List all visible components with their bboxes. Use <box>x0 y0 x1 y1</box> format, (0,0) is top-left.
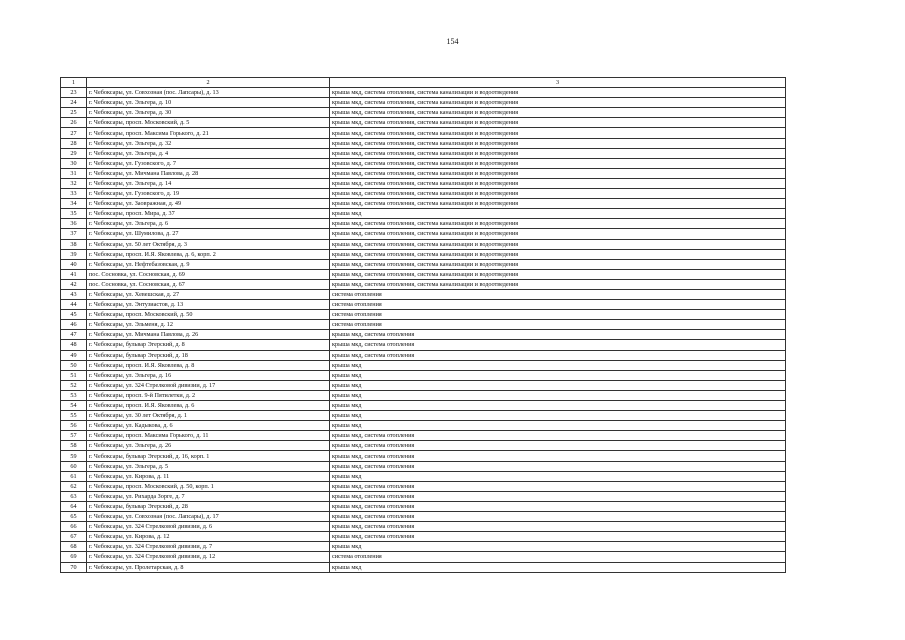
page-number: 154 <box>446 37 459 46</box>
works-cell: крыша мкд, система отопления, система канализации и водоотведения <box>330 148 786 158</box>
works-cell: крыша мкд, система отопления <box>330 451 786 461</box>
row-number-cell: 50 <box>61 360 87 370</box>
table-row <box>61 501 786 511</box>
address-cell: г. Чебоксары, ул. Эльгера, д. 14 <box>87 178 330 188</box>
table-row <box>61 320 786 330</box>
address-cell: г. Чебоксары, бульвар Эгерский, д. 18 <box>87 350 330 360</box>
address-table <box>60 77 786 573</box>
column-header-number: 1 <box>61 78 87 88</box>
address-cell: г. Чебоксары, ул. Эльгера, д. 26 <box>87 441 330 451</box>
row-number-cell: 48 <box>61 340 87 350</box>
row-number-cell: 62 <box>61 481 87 491</box>
works-cell: крыша мкд, система отопления, система канализации и водоотведения <box>330 259 786 269</box>
works-cell: крыша мкд, система отопления, система канализации и водоотведения <box>330 138 786 148</box>
address-cell: г. Чебоксары, просп. И.Я. Яковлева, д. 8 <box>87 360 330 370</box>
works-cell: система отопления <box>330 300 786 310</box>
row-number-cell: 34 <box>61 199 87 209</box>
address-cell: г. Чебоксары, ул. Кирова, д. 12 <box>87 532 330 542</box>
works-cell: система отопления <box>330 289 786 299</box>
works-cell: крыша мкд, система отопления, система канализации и водоотведения <box>330 269 786 279</box>
table-row <box>61 390 786 400</box>
works-cell: крыша мкд, система отопления, система канализации и водоотведения <box>330 98 786 108</box>
row-number-cell: 35 <box>61 209 87 219</box>
address-cell: г. Чебоксары, ул. 324 Стрелковой дивизии, д. 17 <box>87 380 330 390</box>
address-cell: г. Чебоксары, ул. 50 лет Октября, д. 3 <box>87 239 330 249</box>
address-cell: г. Чебоксары, ул. Эльгера, д. 32 <box>87 138 330 148</box>
address-cell: г. Чебоксары, ул. Гузовского, д. 7 <box>87 158 330 168</box>
works-cell: крыша мкд, система отопления <box>330 522 786 532</box>
table-row <box>61 461 786 471</box>
works-cell: крыша мкд <box>330 562 786 572</box>
column-header-address: 2 <box>87 78 330 88</box>
row-number-cell: 29 <box>61 148 87 158</box>
address-cell: г. Чебоксары, ул. Эльгера, д. 30 <box>87 108 330 118</box>
works-cell: крыша мкд <box>330 360 786 370</box>
works-cell: крыша мкд <box>330 411 786 421</box>
table-row <box>61 219 786 229</box>
row-number-cell: 65 <box>61 512 87 522</box>
address-cell: г. Чебоксары, ул. 324 Стрелковой дивизии, д. 6 <box>87 522 330 532</box>
works-cell: крыша мкд, система отопления <box>330 330 786 340</box>
works-cell: крыша мкд, система отопления, система канализации и водоотведения <box>330 158 786 168</box>
works-cell: крыша мкд, система отопления, система канализации и водоотведения <box>330 178 786 188</box>
address-cell: г. Чебоксары, ул. Мичмана Павлова, д. 26 <box>87 330 330 340</box>
works-cell: крыша мкд, система отопления <box>330 491 786 501</box>
row-number-cell: 56 <box>61 421 87 431</box>
table-row <box>61 411 786 421</box>
works-cell: крыша мкд <box>330 209 786 219</box>
works-cell: крыша мкд, система отопления, система канализации и водоотведения <box>330 189 786 199</box>
table-row <box>61 471 786 481</box>
row-number-cell: 46 <box>61 320 87 330</box>
table-row <box>61 542 786 552</box>
row-number-cell: 41 <box>61 269 87 279</box>
table-row <box>61 481 786 491</box>
address-cell: г. Чебоксары, просп. Московский, д. 5 <box>87 118 330 128</box>
works-cell: крыша мкд, система отопления, система канализации и водоотведения <box>330 279 786 289</box>
table-row <box>61 512 786 522</box>
table-row <box>61 360 786 370</box>
works-cell: крыша мкд, система отопления, система канализации и водоотведения <box>330 118 786 128</box>
works-cell: крыша мкд, система отопления, система канализации и водоотведения <box>330 239 786 249</box>
row-number-cell: 31 <box>61 168 87 178</box>
row-number-cell: 30 <box>61 158 87 168</box>
works-cell: крыша мкд, система отопления <box>330 481 786 491</box>
table-row <box>61 491 786 501</box>
table-row <box>61 199 786 209</box>
row-number-cell: 38 <box>61 239 87 249</box>
works-cell: крыша мкд, система отопления <box>330 340 786 350</box>
row-number-cell: 58 <box>61 441 87 451</box>
works-cell: крыша мкд, система отопления <box>330 441 786 451</box>
address-cell: г. Чебоксары, ул. Совхозная (пос. Лапсары), д. 13 <box>87 88 330 98</box>
row-number-cell: 39 <box>61 249 87 259</box>
row-number-cell: 40 <box>61 259 87 269</box>
row-number-cell: 69 <box>61 552 87 562</box>
works-cell: крыша мкд, система отопления <box>330 501 786 511</box>
address-cell: г. Чебоксары, просп. Максима Горького, д. 11 <box>87 431 330 441</box>
row-number-cell: 36 <box>61 219 87 229</box>
row-number-cell: 54 <box>61 401 87 411</box>
row-number-cell: 45 <box>61 310 87 320</box>
row-number-cell: 37 <box>61 229 87 239</box>
table-row <box>61 178 786 188</box>
address-cell: г. Чебоксары, ул. 30 лет Октября, д. 1 <box>87 411 330 421</box>
table-row <box>61 300 786 310</box>
works-cell: крыша мкд, система отопления <box>330 431 786 441</box>
row-number-cell: 52 <box>61 380 87 390</box>
row-number-cell: 25 <box>61 108 87 118</box>
row-number-cell: 68 <box>61 542 87 552</box>
row-number-cell: 64 <box>61 501 87 511</box>
works-cell: система отопления <box>330 552 786 562</box>
table-row <box>61 128 786 138</box>
address-cell: г. Чебоксары, бульвар Эгерский, д. 16, корп. 1 <box>87 451 330 461</box>
address-cell: г. Чебоксары, просп. Московский, д. 50 <box>87 310 330 320</box>
works-cell: крыша мкд, система отопления, система канализации и водоотведения <box>330 219 786 229</box>
works-cell: крыша мкд <box>330 380 786 390</box>
row-number-cell: 23 <box>61 88 87 98</box>
address-cell: пос. Сосновка, ул. Сосновская, д. 67 <box>87 279 330 289</box>
row-number-cell: 24 <box>61 98 87 108</box>
works-cell: крыша мкд, система отопления, система канализации и водоотведения <box>330 249 786 259</box>
address-cell: г. Чебоксары, просп. Максима Горького, д. 21 <box>87 128 330 138</box>
row-number-cell: 55 <box>61 411 87 421</box>
address-cell: г. Чебоксары, ул. Нефтебазовская, д. 9 <box>87 259 330 269</box>
row-number-cell: 49 <box>61 350 87 360</box>
address-cell: г. Чебоксары, ул. Эльгера, д. 5 <box>87 461 330 471</box>
address-cell: г. Чебоксары, ул. Эльгера, д. 4 <box>87 148 330 158</box>
table-row <box>61 380 786 390</box>
address-cell: пос. Сосновка, ул. Сосновская, д. 69 <box>87 269 330 279</box>
works-cell: крыша мкд, система отопления <box>330 512 786 522</box>
works-cell: крыша мкд, система отопления <box>330 350 786 360</box>
address-cell: г. Чебоксары, ул. 324 Стрелковой дивизии, д. 12 <box>87 552 330 562</box>
address-cell: г. Чебоксары, ул. Кадыкова, д. 6 <box>87 421 330 431</box>
address-cell: г. Чебоксары, просп. Московский, д. 50, корп. 1 <box>87 481 330 491</box>
row-number-cell: 47 <box>61 330 87 340</box>
table-row <box>61 350 786 360</box>
address-cell: г. Чебоксары, ул. Эльменя, д. 12 <box>87 320 330 330</box>
address-cell: г. Чебоксары, ул. 324 Стрелковой дивизии, д. 7 <box>87 542 330 552</box>
address-cell: г. Чебоксары, ул. Пролетарская, д. 8 <box>87 562 330 572</box>
works-cell: крыша мкд <box>330 421 786 431</box>
works-cell: крыша мкд <box>330 370 786 380</box>
table-row <box>61 158 786 168</box>
row-number-cell: 33 <box>61 189 87 199</box>
table-row <box>61 259 786 269</box>
table-row <box>61 209 786 219</box>
works-cell: крыша мкд, система отопления, система канализации и водоотведения <box>330 88 786 98</box>
table-body <box>61 78 786 573</box>
row-number-cell: 42 <box>61 279 87 289</box>
table-row <box>61 168 786 178</box>
row-number-cell: 53 <box>61 390 87 400</box>
row-number-cell: 63 <box>61 491 87 501</box>
table-row <box>61 88 786 98</box>
works-cell: система отопления <box>330 320 786 330</box>
works-cell: крыша мкд, система отопления, система канализации и водоотведения <box>330 229 786 239</box>
table-row <box>61 451 786 461</box>
table-row <box>61 522 786 532</box>
table-row <box>61 239 786 249</box>
address-cell: г. Чебоксары, ул. Рихарда Зорге, д. 7 <box>87 491 330 501</box>
address-cell: г. Чебоксары, ул. Шумилова, д. 27 <box>87 229 330 239</box>
table-row <box>61 108 786 118</box>
table-row <box>61 370 786 380</box>
works-cell: крыша мкд, система отопления <box>330 532 786 542</box>
table-row <box>61 330 786 340</box>
row-number-cell: 44 <box>61 300 87 310</box>
row-number-cell: 66 <box>61 522 87 532</box>
works-cell: крыша мкд <box>330 471 786 481</box>
column-header-works: 3 <box>330 78 786 88</box>
address-cell: г. Чебоксары, ул. Энтузиастов, д. 13 <box>87 300 330 310</box>
address-cell: г. Чебоксары, просп. 9-й Пятилетки, д. 2 <box>87 390 330 400</box>
address-cell: г. Чебоксары, ул. Заовражная, д. 49 <box>87 199 330 209</box>
row-number-cell: 70 <box>61 562 87 572</box>
table-row <box>61 148 786 158</box>
row-number-cell: 26 <box>61 118 87 128</box>
works-cell: крыша мкд <box>330 542 786 552</box>
table-row <box>61 431 786 441</box>
address-cell: г. Чебоксары, ул. Эльгера, д. 6 <box>87 219 330 229</box>
table-row <box>61 310 786 320</box>
table-row <box>61 421 786 431</box>
row-number-cell: 51 <box>61 370 87 380</box>
table-row <box>61 229 786 239</box>
row-number-cell: 32 <box>61 178 87 188</box>
table-header-row <box>61 78 786 88</box>
row-number-cell: 43 <box>61 289 87 299</box>
table-row <box>61 401 786 411</box>
address-cell: г. Чебоксары, ул. Гузовского, д. 19 <box>87 189 330 199</box>
works-cell: крыша мкд <box>330 390 786 400</box>
table-row <box>61 279 786 289</box>
works-cell: система отопления <box>330 310 786 320</box>
address-cell: г. Чебоксары, просп. И.Я. Яковлева, д. 6 <box>87 401 330 411</box>
works-cell: крыша мкд, система отопления, система канализации и водоотведения <box>330 108 786 118</box>
table-row <box>61 289 786 299</box>
address-cell: г. Чебоксары, ул. Эльгера, д. 16 <box>87 370 330 380</box>
works-cell: крыша мкд <box>330 401 786 411</box>
table-row <box>61 98 786 108</box>
address-cell: г. Чебоксары, ул. Эльгера, д. 10 <box>87 98 330 108</box>
address-cell: г. Чебоксары, ул. Мичмана Павлова, д. 28 <box>87 168 330 178</box>
row-number-cell: 61 <box>61 471 87 481</box>
table-row <box>61 340 786 350</box>
row-number-cell: 67 <box>61 532 87 542</box>
table-row <box>61 189 786 199</box>
address-cell: г. Чебоксары, бульвар Эгерский, д. 8 <box>87 340 330 350</box>
row-number-cell: 57 <box>61 431 87 441</box>
row-number-cell: 60 <box>61 461 87 471</box>
row-number-cell: 59 <box>61 451 87 461</box>
row-number-cell: 28 <box>61 138 87 148</box>
table-row <box>61 532 786 542</box>
address-cell: г. Чебоксары, ул. Кирова, д. 11 <box>87 471 330 481</box>
table-row <box>61 552 786 562</box>
address-cell: г. Чебоксары, бульвар Эгерский, д. 28 <box>87 501 330 511</box>
row-number-cell: 27 <box>61 128 87 138</box>
table-row <box>61 118 786 128</box>
works-cell: крыша мкд, система отопления <box>330 461 786 471</box>
address-cell: г. Чебоксары, ул. Совхозная (пос. Лапсары), д. 17 <box>87 512 330 522</box>
address-cell: г. Чебоксары, просп. Мира, д. 37 <box>87 209 330 219</box>
table-row <box>61 562 786 572</box>
table-row <box>61 441 786 451</box>
table-row <box>61 138 786 148</box>
works-cell: крыша мкд, система отопления, система канализации и водоотведения <box>330 168 786 178</box>
table-row <box>61 269 786 279</box>
address-cell: г. Чебоксары, просп. И.Я. Яковлева, д. 6, корп. 2 <box>87 249 330 259</box>
table-row <box>61 249 786 259</box>
works-cell: крыша мкд, система отопления, система канализации и водоотведения <box>330 128 786 138</box>
address-cell: г. Чебоксары, ул. Хевешская, д. 27 <box>87 289 330 299</box>
works-cell: крыша мкд, система отопления, система канализации и водоотведения <box>330 199 786 209</box>
